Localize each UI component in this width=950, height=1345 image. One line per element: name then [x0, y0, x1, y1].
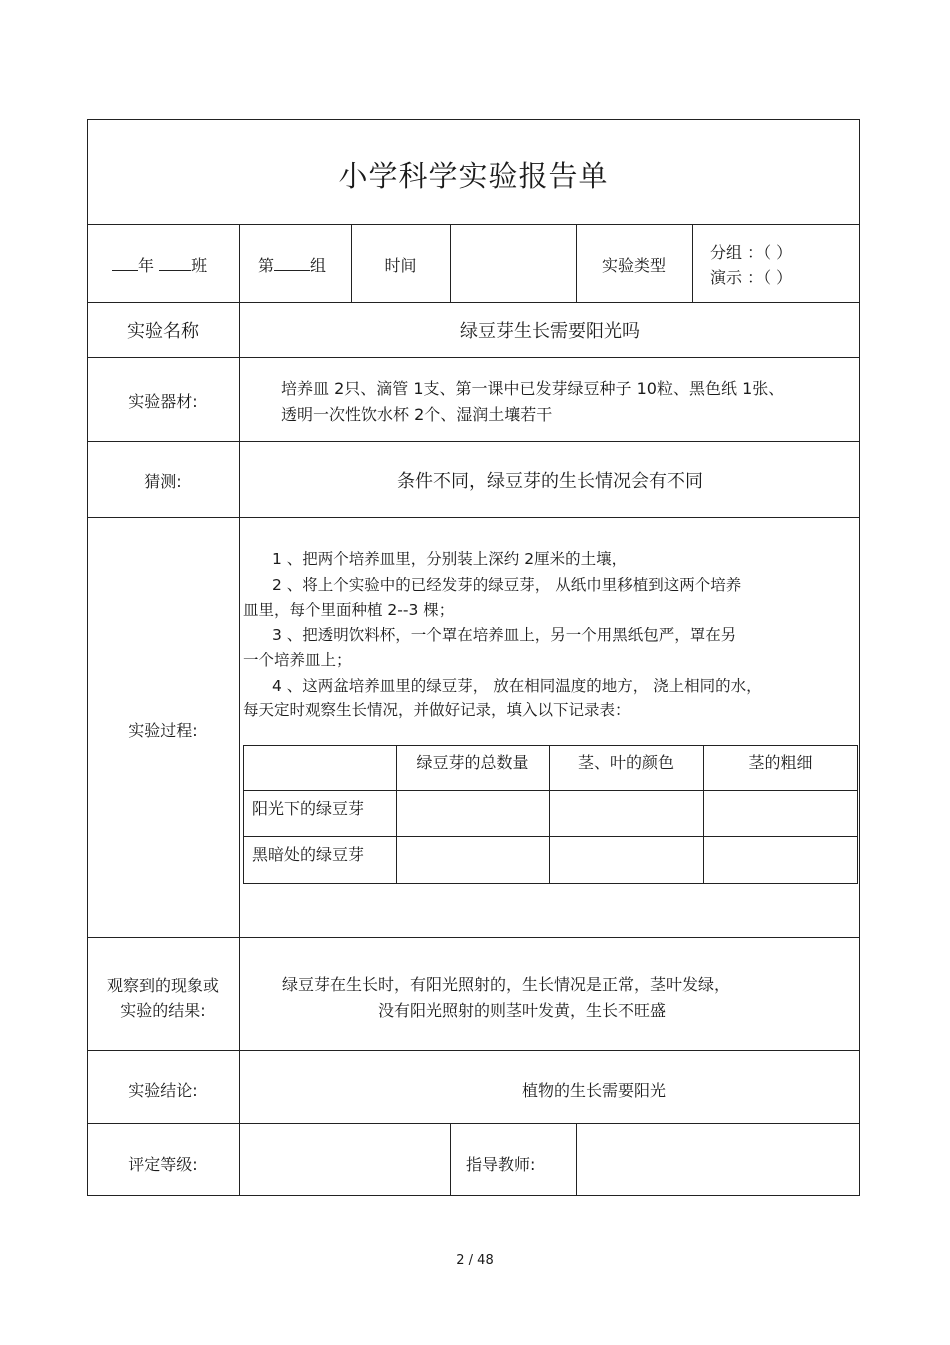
col-divider [450, 1123, 451, 1196]
experiment-name-value: 绿豆芽生长需要阳光吗 [460, 321, 640, 342]
group-field [258, 253, 326, 276]
row-divider [87, 1050, 860, 1051]
record-table-row-label: 黑暗处的绿豆芽 [252, 845, 365, 864]
class-blank [159, 256, 191, 271]
observation-label-line-1: 观察到的现象或 [106, 976, 219, 995]
row-divider [87, 357, 860, 358]
year-class-field [112, 253, 207, 276]
row-divider [87, 1123, 860, 1124]
process-step-line: 3 、把透明饮料杯，一个罩在培养皿上，另一个用黑纸包严，罩在另 [272, 626, 737, 644]
page-number: 2 / 48 [456, 1253, 494, 1268]
materials-label: 实验器材: [128, 392, 198, 411]
grade-label: 评定等级: [128, 1155, 198, 1174]
process-step-line: 4 、这两盆培养皿里的绿豆芽， 放在相同温度的地方， 浇上相同的水， [272, 677, 762, 695]
experiment-name-label: 实验名称 [127, 321, 199, 342]
record-table-row-line [243, 836, 858, 837]
conclusion-label: 实验结论: [128, 1081, 198, 1100]
record-table-row-label: 阳光下的绿豆芽 [252, 799, 365, 818]
experiment-type-label: 实验类型 [601, 256, 666, 275]
observation-line-1: 绿豆芽在生长时，有阳光照射的，生长情况是正常，茎叶发绿， [282, 975, 731, 994]
process-label: 实验过程: [128, 721, 198, 740]
page-title: 小学科学实验报告单 [338, 159, 609, 193]
record-table-header: 绿豆芽的总数量 [416, 753, 529, 772]
time-label: 时间 [384, 256, 417, 275]
process-step-line: 每天定时观察生长情况，并做好记录，填入以下记录表： [243, 701, 631, 719]
class-label: 班 [191, 256, 208, 275]
col-divider [692, 224, 693, 302]
record-table-header: 茎、叶的颜色 [577, 753, 674, 772]
type-option-group: 分组 ：（ ） [710, 243, 793, 262]
year-label: 年 [138, 256, 155, 275]
process-step-line: 皿里，每个里面种植 2--3 棵； [243, 601, 455, 619]
observation-label-line-2: 实验的结果: [120, 1001, 206, 1020]
row-divider [87, 302, 860, 303]
col-divider [450, 224, 451, 302]
hypothesis-label: 猜测: [144, 472, 182, 491]
process-step-line: 一个培养皿上； [243, 651, 352, 669]
record-table-row-line [243, 790, 858, 791]
row-divider [87, 937, 860, 938]
type-option-demo: 演示 ：（ ） [710, 268, 793, 287]
hypothesis-value: 条件不同，绿豆芽的生长情况会有不同 [397, 471, 703, 492]
row-divider [87, 441, 860, 442]
group-prefix: 第 [258, 256, 275, 275]
materials-line-2: 透明一次性饮水杯 2个、湿润土壤若干 [281, 405, 553, 424]
col-divider [576, 1123, 577, 1196]
group-blank [274, 256, 310, 271]
col-divider [239, 224, 240, 1196]
group-suffix: 组 [310, 256, 327, 275]
materials-line-1: 培养皿 2只、滴管 1支、第一课中已发芽绿豆种子 10粒、黑色纸 1张、 [281, 379, 785, 398]
record-table-header: 茎的粗细 [748, 753, 813, 772]
row-divider [87, 517, 860, 518]
process-step-line: 2 、将上个实验中的已经发芽的绿豆芽， 从纸巾里移植到这两个培养 [272, 576, 742, 594]
year-blank [112, 256, 138, 271]
observation-line-2: 没有阳光照射的则茎叶发黄，生长不旺盛 [378, 1001, 667, 1020]
teacher-label: 指导教师: [466, 1155, 536, 1174]
row-divider [87, 224, 860, 225]
conclusion-value: 植物的生长需要阳光 [522, 1081, 667, 1100]
process-step-line: 1 、把两个培养皿里，分别装上深约 2厘米的土壤， [272, 550, 628, 568]
